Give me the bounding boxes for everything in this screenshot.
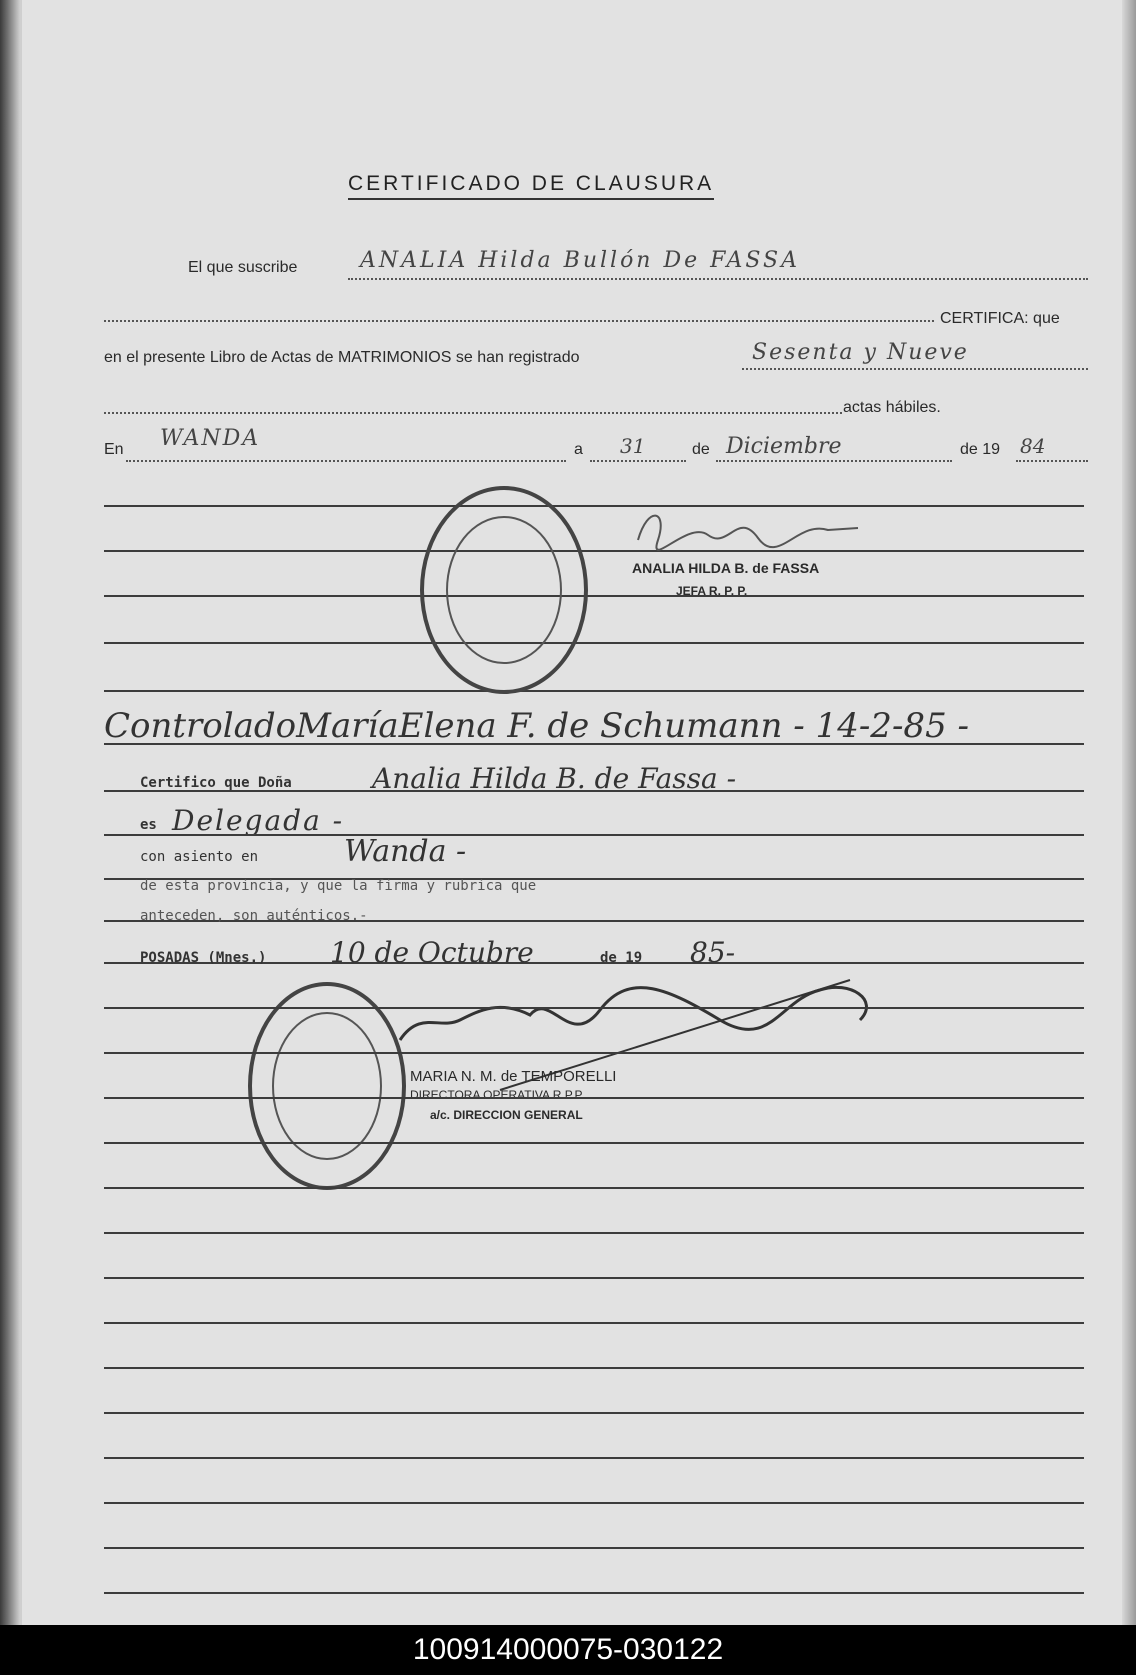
ruled-line [104, 642, 1084, 644]
ruled-line [104, 1187, 1084, 1189]
suscribe-value: ANALIA Hilda Bullón De FASSA [360, 248, 801, 273]
signature-2-name: MARIA N. M. de TEMPORELLI [410, 1068, 617, 1085]
month-value: Diciembre [726, 434, 842, 459]
suscribe-label: El que suscribe [188, 259, 298, 276]
posadas-year: 85- [690, 936, 736, 969]
asiento-value: Wanda - [344, 834, 467, 869]
dotted-line [104, 320, 934, 322]
year-label: de 19 [960, 441, 1001, 458]
certificate-title: CERTIFICADO DE CLAUSURA [348, 172, 714, 200]
book-spine [0, 0, 22, 1625]
ruled-line [104, 1007, 1084, 1009]
control-line: ControladoMaríaElena F. de Schumann - 14-2-85 - [104, 706, 969, 746]
ruled-line [104, 1052, 1084, 1054]
day-value: 31 [620, 434, 646, 458]
ruled-line [104, 690, 1084, 692]
en-label: En [104, 441, 124, 458]
autenticos-text: anteceden, son auténticos.- [140, 908, 368, 924]
ruled-line [104, 1457, 1084, 1459]
certifico-label: Certifico que Doña [140, 775, 292, 791]
dotted-line [590, 460, 686, 462]
oval-stamp [420, 486, 588, 694]
dotted-line [104, 412, 842, 414]
ruled-line [104, 1142, 1084, 1144]
signature-2-role: DIRECTORA OPERATIVA R.P.P. [410, 1088, 585, 1102]
signature-2-dept: a/c. DIRECCION GENERAL [430, 1108, 583, 1122]
dotted-line [716, 460, 952, 462]
dotted-line [742, 368, 1088, 370]
page-edge [1122, 0, 1136, 1625]
ruled-line [104, 1232, 1084, 1234]
de-label: de [692, 441, 710, 458]
signature-1 [628, 500, 868, 560]
a-label: a [574, 441, 583, 458]
posadas-date: 10 de Octubre [330, 936, 534, 969]
ruled-line [104, 1547, 1084, 1549]
ruled-line [104, 1502, 1084, 1504]
es-label: es [140, 817, 157, 833]
asiento-label: con asiento en [140, 849, 259, 865]
ruled-line [104, 1322, 1084, 1324]
ruled-line [104, 743, 1084, 745]
libro-label: en el presente Libro de Actas de MATRIMONIOS se han registrado [104, 349, 580, 366]
posadas-year-label: de 19 [600, 950, 643, 966]
dotted-line [126, 460, 566, 462]
es-value: Delegada - [172, 804, 345, 837]
year-value: 84 [1020, 434, 1046, 458]
ruled-line [104, 1277, 1084, 1279]
ruled-line [104, 1592, 1084, 1594]
ruled-line [104, 1367, 1084, 1369]
certifico-value: Analia Hilda B. de Fassa - [372, 762, 737, 795]
signature-1-role: JEFA R. P. P. [676, 584, 748, 598]
dotted-line [348, 278, 1088, 280]
document-id-footer: 100914000075-030122 [0, 1625, 1136, 1675]
actas-label: actas hábiles. [843, 399, 941, 416]
ruled-line [104, 505, 1084, 507]
certifica-label: CERTIFICA: que [940, 310, 1060, 327]
posadas-label: POSADAS (Mnes.) [140, 950, 267, 966]
ruled-line [104, 1412, 1084, 1414]
count-value: Sesenta y Nueve [752, 340, 969, 365]
ruled-line [104, 1097, 1084, 1099]
ruled-line [104, 790, 1084, 792]
place-value: WANDA [160, 426, 261, 451]
provincia-text: de esta provincia, y que la firma y rubrica que [140, 878, 537, 894]
dotted-line [1016, 460, 1088, 462]
ruled-line [104, 550, 1084, 552]
ruled-line [104, 595, 1084, 597]
ruled-line [104, 834, 1084, 836]
signature-1-name: ANALIA HILDA B. de FASSA [632, 560, 820, 576]
